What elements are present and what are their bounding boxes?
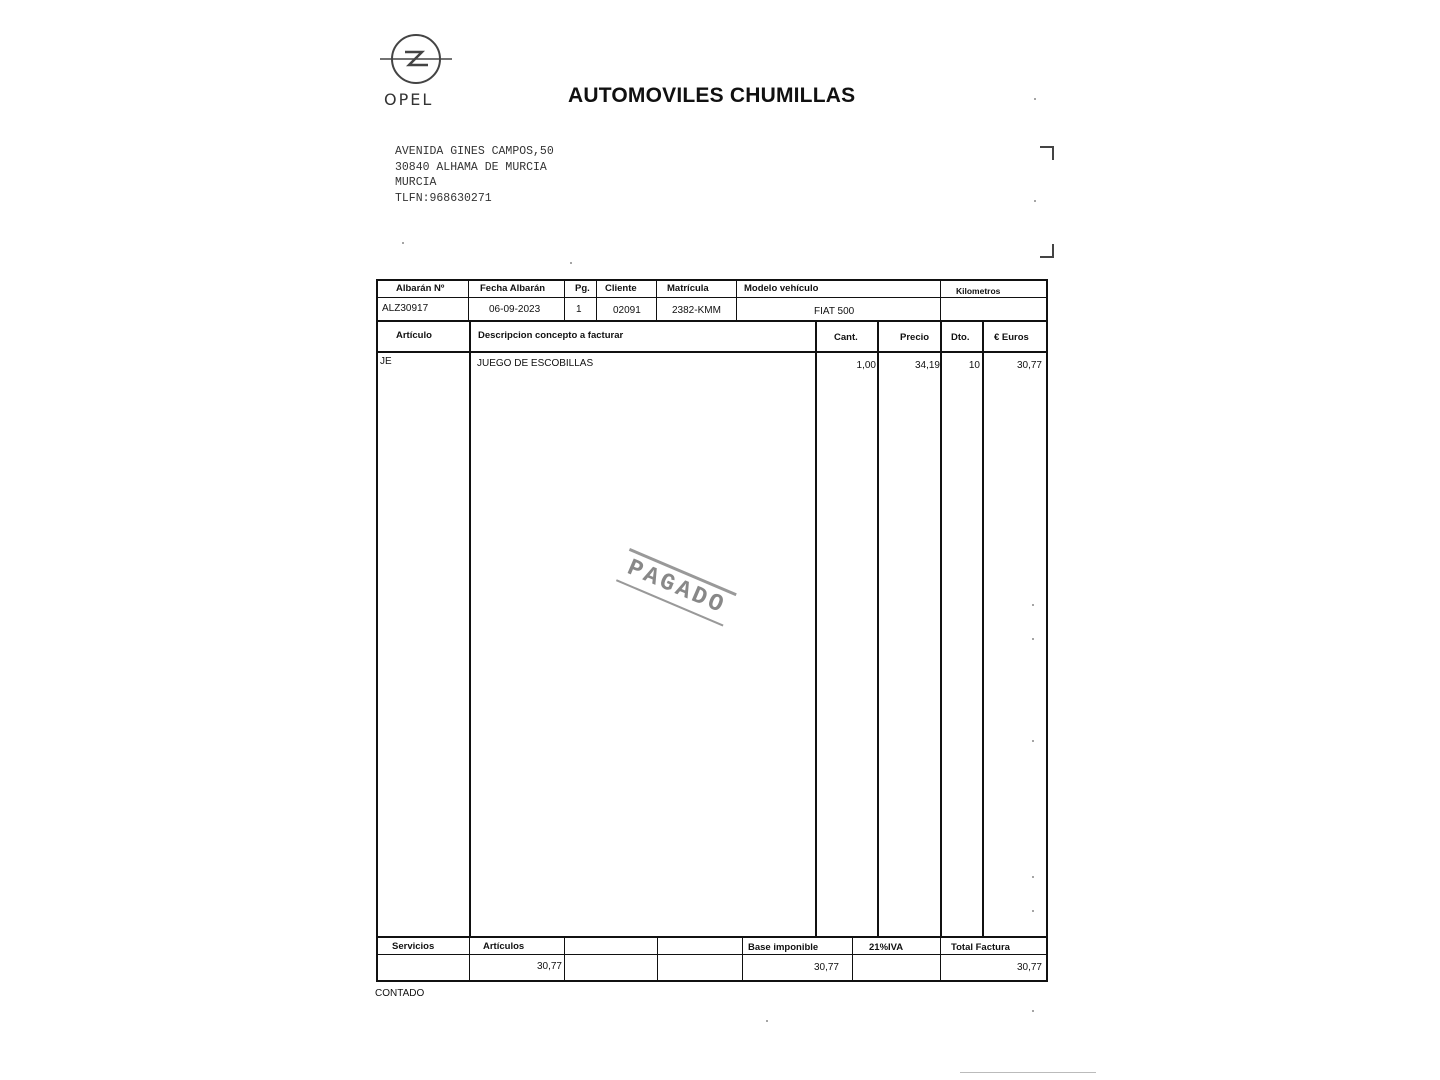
header-precio: Precio — [900, 332, 930, 343]
company-name: AUTOMOVILES CHUMILLAS — [568, 84, 856, 107]
row-descripcion: JUEGO DE ESCOBILLAS — [477, 358, 594, 369]
logo-text: OPEL — [384, 90, 434, 109]
header-kilometros: Kilometros — [956, 286, 1001, 296]
address-line: AVENIDA GINES CAMPOS,50 — [395, 145, 554, 158]
cliente-value: 02091 — [613, 305, 641, 316]
matricula-value: 2382-KMM — [672, 305, 721, 316]
header-total-factura: Total Factura — [951, 942, 1010, 953]
scan-speck — [402, 242, 404, 244]
header-articulos: Artículos — [483, 941, 525, 952]
header-dto: Dto. — [951, 332, 970, 343]
scan-speck — [1032, 740, 1034, 742]
albaran-no-value: ALZ30917 — [382, 303, 429, 314]
opel-lightning-icon — [378, 30, 454, 88]
header-matricula: Matrícula — [667, 283, 709, 294]
header-euros: € Euros — [994, 332, 1029, 343]
address-line: MURCIA — [395, 176, 437, 189]
scan-speck — [1034, 98, 1036, 100]
total-factura-value: 30,77 — [1016, 962, 1042, 973]
pg-value: 1 — [576, 304, 582, 315]
scan-speck — [1032, 910, 1034, 912]
header-pg: Pg. — [575, 283, 590, 294]
scan-speck — [766, 1020, 768, 1022]
scan-speck — [1032, 604, 1034, 606]
scan-edge-line — [960, 1072, 1096, 1073]
header-modelo: Modelo vehículo — [744, 283, 819, 294]
header-descripcion: Descripcion concepto a facturar — [478, 330, 624, 341]
scan-speck — [1032, 876, 1034, 878]
scan-speck — [570, 262, 572, 264]
header-fecha: Fecha Albarán — [480, 283, 546, 294]
fecha-value: 06-09-2023 — [489, 304, 541, 315]
modelo-value: FIAT 500 — [814, 306, 855, 317]
row-articulo: JE — [380, 356, 392, 367]
header-cliente: Cliente — [605, 283, 637, 294]
payment-method: CONTADO — [375, 988, 425, 999]
scan-speck — [1032, 1010, 1034, 1012]
header-cant: Cant. — [834, 332, 858, 343]
header-base-imponible: Base imponible — [748, 942, 819, 953]
company-address — [395, 144, 554, 206]
window-mark-bottom — [1040, 244, 1054, 258]
row-dto: 10 — [968, 360, 980, 371]
base-imponible-value: 30,77 — [813, 962, 839, 973]
scan-speck — [1032, 638, 1034, 640]
header-iva: 21%IVA — [869, 942, 904, 953]
row-precio: 34,19 — [914, 360, 940, 371]
header-albaran-no: Albarán Nº — [396, 283, 445, 294]
articulos-value: 30,77 — [536, 961, 562, 972]
header-articulo: Artículo — [396, 330, 432, 341]
window-mark-top — [1040, 146, 1054, 160]
row-cant: 1,00 — [856, 360, 876, 371]
address-line: 30840 ALHAMA DE MURCIA — [395, 160, 547, 174]
row-euros: 30,77 — [1016, 360, 1042, 371]
pagado-stamp: PAGADO — [616, 548, 737, 627]
scan-speck — [1034, 200, 1036, 202]
opel-logo — [376, 30, 456, 110]
header-servicios: Servicios — [392, 941, 435, 952]
address-line: TLFN:968630271 — [395, 191, 492, 205]
